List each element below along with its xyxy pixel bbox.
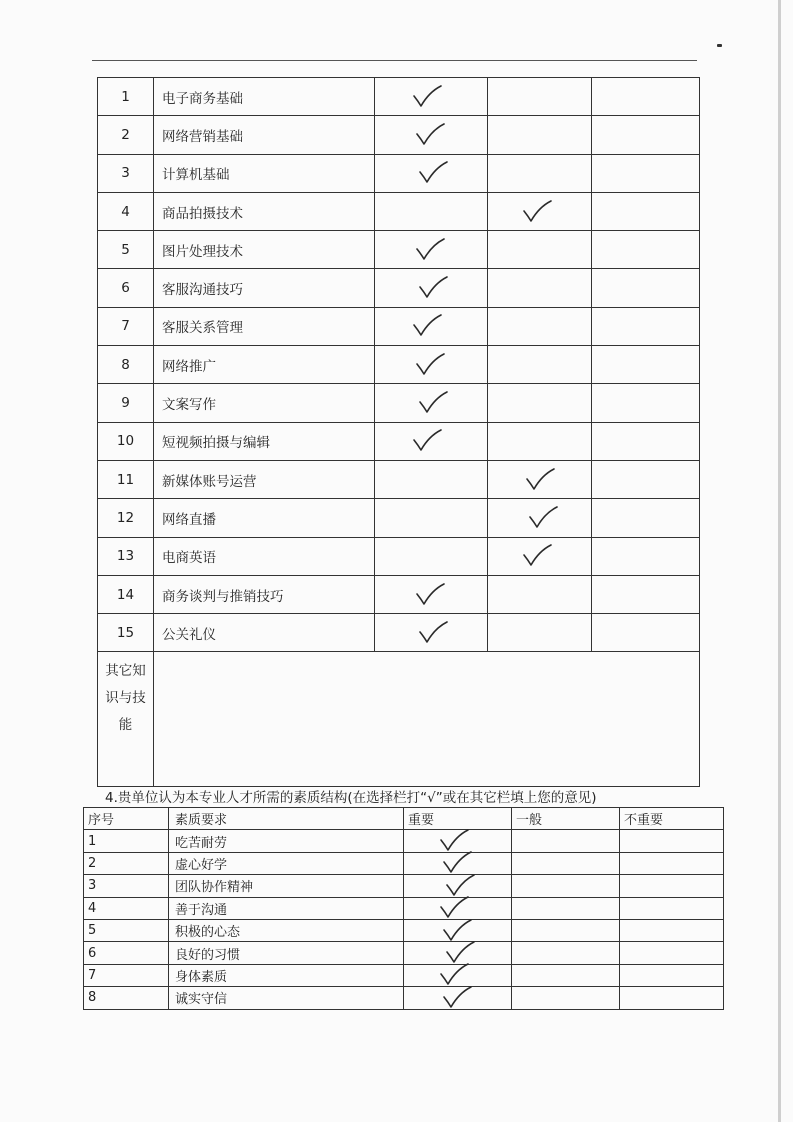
quality-name: 虚心好学 — [169, 852, 404, 874]
general-cell[interactable] — [488, 614, 592, 652]
row-number: 2 — [84, 852, 169, 874]
section-4-heading: 4.贵单位认为本专业人才所需的素质结构(在选择栏打“√”或在其它栏填上您的意见) — [105, 790, 597, 806]
not-important-cell[interactable] — [592, 269, 700, 307]
course-name: 网络推广 — [154, 346, 375, 384]
row-number: 11 — [98, 460, 154, 498]
quality-name: 善于沟通 — [169, 897, 404, 919]
other-knowledge-row — [98, 652, 700, 787]
row-number: 4 — [84, 897, 169, 919]
row-number: 15 — [98, 614, 154, 652]
not-important-cell[interactable] — [592, 422, 700, 460]
table-row — [84, 964, 724, 986]
checkmark-icon — [414, 352, 446, 378]
general-cell[interactable] — [512, 964, 620, 986]
not-important-cell[interactable] — [620, 852, 724, 874]
not-important-cell[interactable] — [592, 192, 700, 230]
checkmark-icon — [524, 467, 556, 493]
table-row — [98, 422, 700, 460]
important-cell[interactable] — [375, 499, 488, 537]
column-header: 一般 — [512, 808, 620, 830]
not-important-cell[interactable] — [592, 460, 700, 498]
not-important-cell[interactable] — [592, 346, 700, 384]
row-number: 10 — [98, 422, 154, 460]
checkmark-icon — [411, 313, 443, 339]
not-important-cell[interactable] — [592, 78, 700, 116]
not-important-cell[interactable] — [620, 942, 724, 964]
important-cell[interactable] — [375, 460, 488, 498]
row-number: 8 — [84, 987, 169, 1009]
course-name: 电商英语 — [154, 537, 375, 575]
general-cell[interactable] — [512, 875, 620, 897]
column-header: 序号 — [84, 808, 169, 830]
general-cell[interactable] — [488, 231, 592, 269]
row-number: 7 — [84, 964, 169, 986]
checkmark-icon — [521, 199, 553, 225]
general-cell[interactable] — [488, 346, 592, 384]
general-cell[interactable] — [488, 154, 592, 192]
not-important-cell[interactable] — [592, 116, 700, 154]
checkmark-icon — [411, 428, 443, 454]
not-important-cell[interactable] — [592, 575, 700, 613]
checkmark-icon — [414, 582, 446, 608]
checkmark-icon — [414, 122, 446, 148]
general-cell[interactable] — [488, 78, 592, 116]
row-number: 5 — [98, 231, 154, 269]
general-cell[interactable] — [512, 830, 620, 852]
not-important-cell[interactable] — [592, 537, 700, 575]
header-row — [84, 808, 724, 830]
general-cell[interactable] — [512, 987, 620, 1009]
table-row — [98, 384, 700, 422]
quality-table — [83, 807, 724, 1010]
row-number: 8 — [98, 346, 154, 384]
checkmark-icon — [417, 160, 449, 186]
not-important-cell[interactable] — [592, 384, 700, 422]
course-name: 电子商务基础 — [154, 78, 375, 116]
not-important-cell[interactable] — [620, 830, 724, 852]
general-cell[interactable] — [488, 116, 592, 154]
course-name: 公关礼仪 — [154, 614, 375, 652]
table-row — [98, 116, 700, 154]
table-row — [98, 346, 700, 384]
course-name: 新媒体账号运营 — [154, 460, 375, 498]
row-number: 6 — [84, 942, 169, 964]
scan-mark — [717, 44, 722, 47]
table-row — [84, 942, 724, 964]
checkmark-icon — [417, 620, 449, 646]
table-row — [98, 307, 700, 345]
not-important-cell[interactable] — [592, 231, 700, 269]
table-row — [98, 575, 700, 613]
checkmark-icon — [441, 985, 473, 1011]
general-cell[interactable] — [488, 269, 592, 307]
table-row — [98, 499, 700, 537]
row-number: 13 — [98, 537, 154, 575]
row-number: 1 — [84, 830, 169, 852]
general-cell[interactable] — [512, 897, 620, 919]
row-number: 4 — [98, 192, 154, 230]
course-name: 计算机基础 — [154, 154, 375, 192]
general-cell[interactable] — [512, 852, 620, 874]
quality-name: 吃苦耐劳 — [169, 830, 404, 852]
row-number: 1 — [98, 78, 154, 116]
not-important-cell[interactable] — [592, 154, 700, 192]
table-row — [98, 154, 700, 192]
knowledge-table — [97, 77, 700, 787]
table-row — [84, 852, 724, 874]
other-label-line: 识与技 — [105, 690, 146, 707]
not-important-cell[interactable] — [592, 307, 700, 345]
table-row — [98, 78, 700, 116]
table-row — [98, 231, 700, 269]
row-number: 3 — [84, 875, 169, 897]
course-name: 文案写作 — [154, 384, 375, 422]
course-name: 客服沟通技巧 — [154, 269, 375, 307]
important-cell[interactable] — [375, 537, 488, 575]
quality-name: 诚实守信 — [169, 987, 404, 1009]
row-number: 14 — [98, 575, 154, 613]
checkmark-icon — [521, 543, 553, 569]
other-knowledge-input[interactable] — [154, 652, 700, 787]
important-cell[interactable] — [375, 192, 488, 230]
quality-name: 积极的心态 — [169, 919, 404, 941]
row-number: 9 — [98, 384, 154, 422]
table-row — [84, 919, 724, 941]
not-important-cell[interactable] — [592, 499, 700, 537]
not-important-cell[interactable] — [620, 964, 724, 986]
course-name: 短视频拍摄与编辑 — [154, 422, 375, 460]
checkmark-icon — [411, 84, 443, 110]
general-cell[interactable] — [512, 919, 620, 941]
course-name: 网络直播 — [154, 499, 375, 537]
not-important-cell[interactable] — [620, 987, 724, 1009]
column-header: 不重要 — [620, 808, 724, 830]
checkmark-icon — [527, 505, 559, 531]
not-important-cell[interactable] — [620, 897, 724, 919]
course-name: 网络营销基础 — [154, 116, 375, 154]
checkmark-icon — [414, 237, 446, 263]
not-important-cell[interactable] — [592, 614, 700, 652]
quality-name: 良好的习惯 — [169, 942, 404, 964]
table-row — [98, 192, 700, 230]
table-row — [84, 897, 724, 919]
not-important-cell[interactable] — [620, 919, 724, 941]
course-name: 商务谈判与推销技巧 — [154, 575, 375, 613]
table-row — [84, 875, 724, 897]
other-label-line: 能 — [118, 717, 133, 734]
table-row — [84, 987, 724, 1009]
table-row — [98, 614, 700, 652]
row-number: 6 — [98, 269, 154, 307]
table-row — [98, 269, 700, 307]
not-important-cell[interactable] — [620, 875, 724, 897]
quality-name: 团队协作精神 — [169, 875, 404, 897]
course-name: 商品拍摄技术 — [154, 192, 375, 230]
general-cell[interactable] — [488, 307, 592, 345]
header-rule — [92, 60, 697, 61]
other-label-line: 其它知 — [105, 663, 146, 680]
row-number: 3 — [98, 154, 154, 192]
row-number: 5 — [84, 919, 169, 941]
general-cell[interactable] — [512, 942, 620, 964]
quality-name: 身体素质 — [169, 964, 404, 986]
general-cell[interactable] — [488, 422, 592, 460]
row-number: 12 — [98, 499, 154, 537]
checkmark-icon — [417, 390, 449, 416]
column-header: 重要 — [404, 808, 512, 830]
column-header: 素质要求 — [169, 808, 404, 830]
course-name: 客服关系管理 — [154, 307, 375, 345]
other-knowledge-label — [98, 652, 154, 787]
table-row — [84, 830, 724, 852]
table-row — [98, 537, 700, 575]
table-row — [98, 460, 700, 498]
row-number: 7 — [98, 307, 154, 345]
general-cell[interactable] — [488, 384, 592, 422]
page-edge — [778, 0, 781, 1122]
row-number: 2 — [98, 116, 154, 154]
course-name: 图片处理技术 — [154, 231, 375, 269]
checkmark-icon — [417, 275, 449, 301]
general-cell[interactable] — [488, 575, 592, 613]
